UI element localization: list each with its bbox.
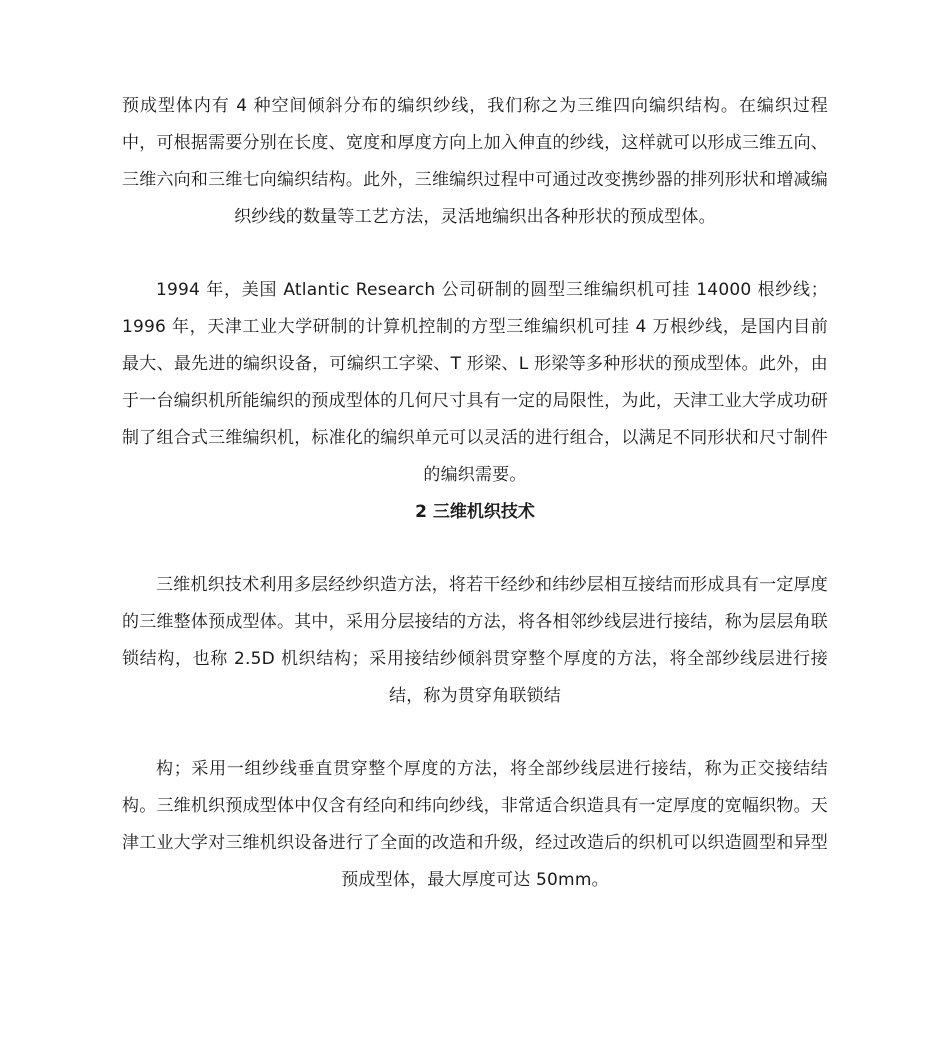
- paragraph-braiding-machines: 1994 年，美国 Atlantic Research 公司研制的圆型三维编织机可挂 14000 根纱线；1996 年，天津工业大学研制的计算机控制的方型三维编织机可挂 4 万根纱线，是国内目前最大、最先进的编织设备，可编织工字梁、T 形梁、L 形梁等多种形状的预成型体。此外，由于一台编织机所能编织的预成型体的几何尺寸具有一定的局限性，为此，天津工业大学成功研制了组合式三维编织机，标准化的编织单元可以灵活的进行组合，以满足不同形状和尺寸制件的编织需要。: [122, 280, 828, 485]
- section-heading-3d-weaving: 2 三维机织技术: [415, 502, 535, 522]
- paragraph-orthogonal-structure: 构；采用一组纱线垂直贯穿整个厚度的方法，将全部纱线层进行接结，称为正交接结结构。三维机织预成型体中仅含有经向和纬向纱线，非常适合织造具有一定厚度的宽幅织物。天津工业大学对三维机织设备进行了全面的改造和升级，经过改造后的织机可以织造圆型和异型预成型体，最大厚度可达 50mm。: [122, 759, 828, 890]
- paragraph-weaving-methods: 三维机织技术利用多层经纱织造方法，将若干经纱和纬纱层相互接结而形成具有一定厚度的三维整体预成型体。其中，采用分层接结的方法，将各相邻纱线层进行接结，称为层层角联锁结构，也称 2.5D 机织结构；采用接结纱倾斜贯穿整个厚度的方法，将全部纱线层进行接结，称为贯穿角联锁结: [122, 575, 828, 706]
- paragraph-braiding-structures: 预成型体内有 4 种空间倾斜分布的编织纱线，我们称之为三维四向编织结构。在编织过程中，可根据需要分别在长度、宽度和厚度方向上加入伸直的纱线，这样就可以形成三维五向、三维六向和三维七向编织结构。此外，三维编织过程中可通过改变携纱器的排列形状和增减编织纱线的数量等工艺方法，灵活地编织出各种形状的预成型体。: [122, 96, 828, 227]
